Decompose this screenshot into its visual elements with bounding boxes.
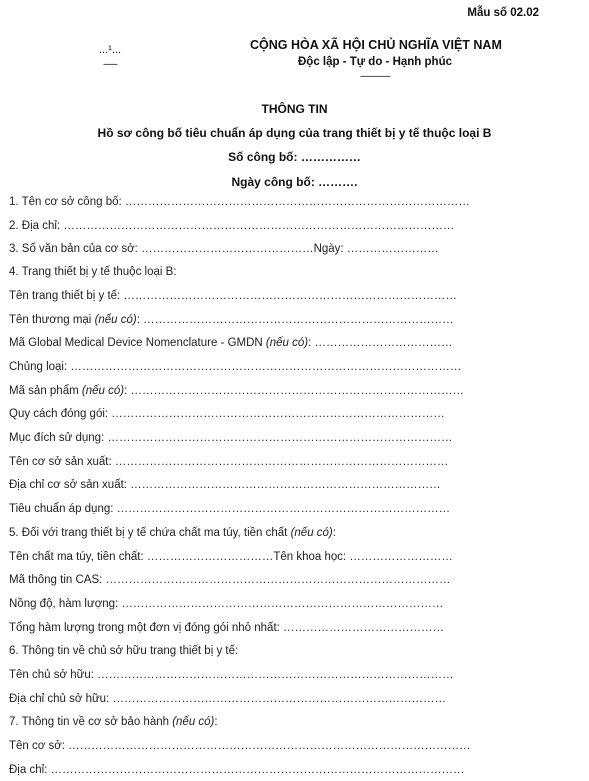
motto-underline: --------------- (360, 71, 390, 81)
form-field-line (9, 266, 177, 278)
field-label: 3. Số văn bản của cơ sở: ………………………………………Ngày: …………………… (9, 243, 439, 255)
field-label: Mã thông tin CAS: ……………………………………………………………………………… (9, 574, 451, 586)
field-label: 5. Đối với trang thiết bị y tế chứa chất ma túy, tiền chất (9, 527, 291, 539)
form-field-line (9, 503, 450, 515)
field-optional-note: (nếu có) (94, 314, 137, 326)
field-label: Tên cơ sở sản xuất: …………………………………………………………………………… (9, 456, 449, 468)
form-field-line (9, 574, 451, 586)
form-field-line (9, 337, 453, 349)
field-fill-dots: : ……………………………… (308, 337, 453, 349)
form-field-line (9, 314, 454, 326)
form-field-line (9, 740, 471, 752)
field-fill-dots: : ……………………………………………………………………… (136, 314, 454, 326)
field-optional-note: (nếu có) (81, 385, 125, 397)
form-field-line (9, 408, 445, 420)
announcement-number: Số công bố: …………… (228, 150, 361, 164)
form-field-line (9, 551, 453, 563)
field-label: 6. Thông tin về chủ sở hữu trang thiết bị y tế: (9, 645, 239, 657)
form-field-line (9, 716, 218, 728)
form-field-line (9, 220, 454, 232)
field-label: Tên chất ma túy, tiền chất: ……………………………Tên khoa học: ……………………… (9, 551, 453, 563)
form-field-line (9, 527, 336, 539)
form-field-line (9, 764, 465, 776)
form-field-line (9, 432, 452, 444)
form-field-line (9, 669, 454, 681)
form-field-line (9, 385, 464, 397)
field-label: Địa chỉ chủ sở hữu: …………………………………………………………………………… (9, 693, 446, 705)
field-label: Tên chủ sở hữu: ………………………………………………………………………………… (9, 669, 454, 681)
field-optional-note: (nếu có) (265, 337, 309, 349)
doc-subtitle: Hồ sơ công bố tiêu chuẩn áp dụng của trang thiết bị y tế thuộc loại B (97, 126, 492, 140)
form-number: Mẫu số 02.02 (467, 7, 539, 19)
form-field-line (9, 622, 444, 634)
form-field-line (9, 361, 461, 373)
field-label: Tổng hàm lượng trong một đơn vị đóng gói nhỏ nhất: …………………………………… (9, 622, 445, 634)
form-field-line (9, 645, 238, 657)
announcement-date: Ngày công bố: ………. (231, 175, 358, 189)
field-label: Tên trang thiết bị y tế: …………………………………………………………………………… (9, 290, 457, 302)
issuing-org-placeholder (95, 44, 125, 69)
form-field-line (9, 479, 441, 491)
field-label: 2. Địa chỉ: ………………………………………………………………………………………… (9, 220, 455, 232)
form-field-line (9, 456, 448, 468)
nation-heading: CỘNG HÒA XÃ HỘI CHỦ NGHĨA VIỆT NAM (250, 38, 502, 52)
form-field-line (9, 598, 443, 610)
form-field-line (9, 196, 470, 208)
field-fill-dots: : (332, 527, 336, 539)
field-label: Quy cách đóng gói: …………………………………………………………………………… (9, 408, 445, 420)
field-label: Mục đích sử dụng: ……………………………………………………………………………… (9, 432, 453, 444)
form-field-line (9, 290, 457, 302)
field-label: 7. Thông tin về cơ sở bảo hành (9, 716, 173, 728)
motto: Độc lập - Tự do - Hạnh phúc (298, 56, 452, 68)
field-fill-dots: : …………………………………………………………………………… (124, 385, 464, 397)
field-label: Tên cơ sở: …………………………………………………………………………………………… (9, 740, 471, 752)
field-label: Nồng độ, hàm lượng: ………………………………………………………………………… (9, 598, 444, 610)
field-label: Mã Global Medical Device Nomenclature - GMDN (9, 337, 266, 349)
field-label: Tiêu chuẩn áp dụng: …………………………………………………………………………… (9, 503, 451, 515)
form-field-line (9, 243, 439, 255)
doc-title: THÔNG TIN (261, 102, 328, 116)
field-label: Địa chỉ cơ sở sản xuất: ……………………………………………………………………… (9, 479, 441, 491)
field-label: 4. Trang thiết bị y tế thuộc loại B: (9, 266, 177, 278)
field-optional-note: (nếu có) (290, 527, 333, 539)
field-label: Mã sản phẩm (9, 385, 82, 397)
field-label: 1. Tên cơ sở công bố: ……………………………………………………………………………… (9, 196, 470, 208)
field-label: Chủng loại: ………………………………………………………………………………………… (9, 361, 462, 373)
field-label: Tên thương mại (9, 314, 95, 326)
org-underline: ------- (103, 59, 117, 69)
field-optional-note: (nếu có) (172, 716, 215, 728)
field-label: Địa chỉ: ……………………………………………………………………………………………… (9, 764, 465, 776)
field-fill-dots: : (214, 716, 218, 728)
form-field-line (9, 693, 446, 705)
org-name: ...¹... (99, 44, 121, 56)
